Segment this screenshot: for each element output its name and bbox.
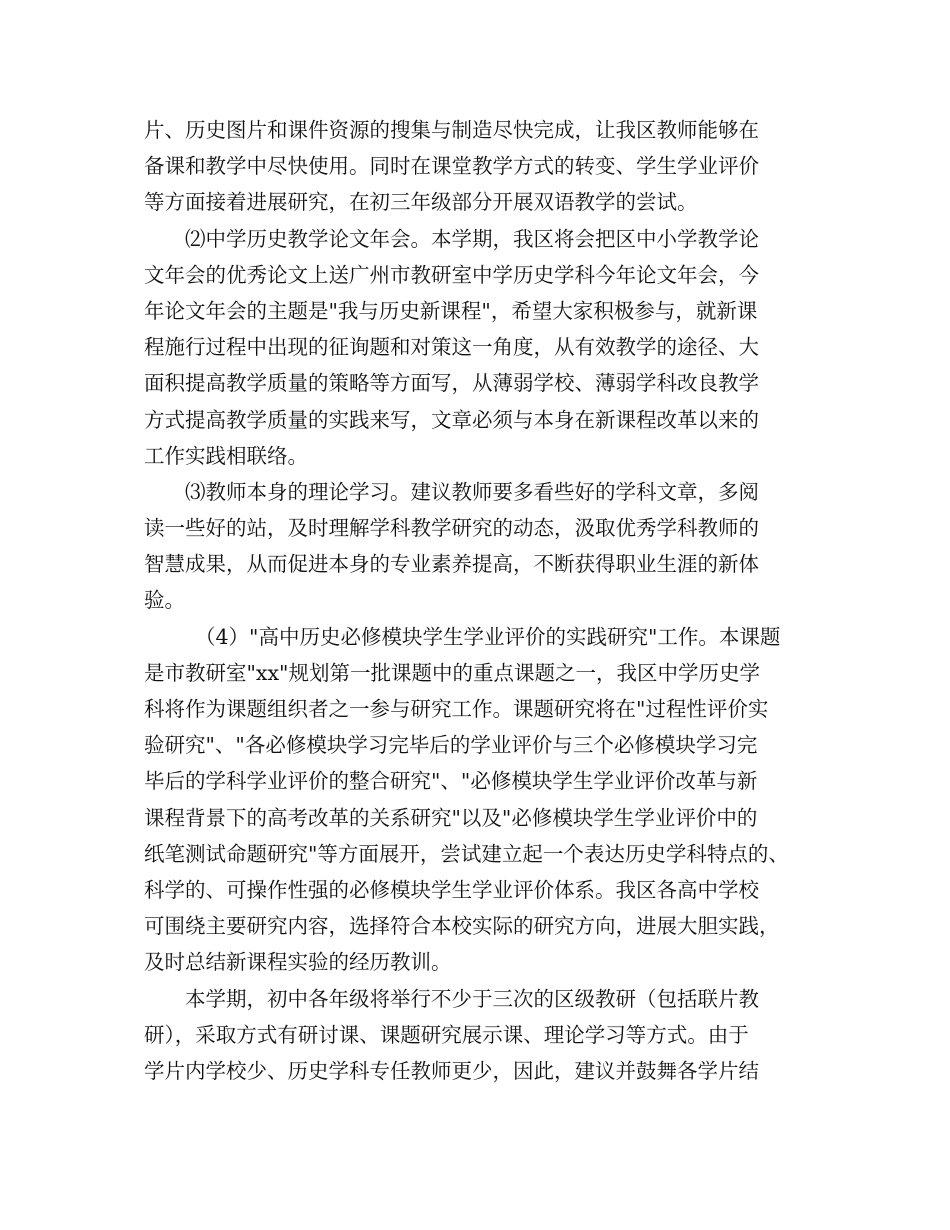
text-line: 是市教研室"xx"规划第一批课题中的重点课题之一，我区中学历史学 [144, 660, 760, 685]
text-line: 片、历史图片和课件资源的搜集与制造尽快完成，让我区教师能够在 [144, 118, 759, 142]
text-line: 及时总结新课程实验的经历教训。 [144, 950, 452, 975]
text-line: 科学的、可操作性强的必修模块学生学业评价体系。我区各高中学校 [144, 877, 759, 902]
paragraph-4-start: （4）"高中历史必修模块学生学业评价的实践研究"工作。本课题 [195, 624, 781, 649]
text-line: 可围绕主要研究内容，选择符合本校实际的研究方向，进展大胆实践， [144, 914, 780, 939]
paragraph-3-start: ⑶教师本身的理论学习。建议教师要多看些好的学科文章，多阅 [185, 479, 759, 504]
text-line: 面积提高教学质量的策略等方面写，从薄弱学校、薄弱学科改良教学 [144, 371, 759, 396]
text-line: 程施行过程中出现的征询题和对策这一角度，从有效教学的途径、大 [144, 335, 759, 360]
text-line: 验研究"、"各必修模块学习完毕后的学业评价与三个必修模块学习完 [144, 733, 758, 758]
text-line: 等方面接着进展研究，在初三年级部分开展双语教学的尝试。 [144, 190, 698, 215]
text-line: 验。 [144, 588, 185, 613]
text-line: 备课和教学中尽快使用。同时在课堂教学方式的转变、学生学业评价 [144, 154, 759, 179]
body-text [144, 112, 834, 1089]
text-line: 研），采取方式有研讨课、课题研究展示课、理论学习等方式。由于 [144, 1022, 749, 1047]
text-line: 智慧成果，从而促进本身的专业素养提高，不断获得职业生涯的新体 [144, 552, 759, 577]
text-line: 毕后的学科学业评价的整合研究"、"必修模块学生学业评价改革与新 [144, 769, 758, 794]
paragraph-5-start: 本学期，初中各年级将举行不少于三次的区级教研（包括联片教 [185, 986, 759, 1011]
text-line: 学片内学校少、历史学科专任教师更少，因此，建议并鼓舞各学片结 [144, 1058, 759, 1083]
text-line: 文年会的优秀论文上送广州市教研室中学历史学科今年论文年会，今 [144, 262, 759, 287]
text-line: 课程背景下的高考改革的关系研究"以及"必修模块学生学业评价中的 [144, 805, 758, 830]
text-line: 读一些好的站，及时理解学科教学研究的动态，汲取优秀学科教师的 [144, 516, 759, 541]
text-line: 年论文年会的主题是"我与历史新课程"，希望大家积极参与，就新课 [144, 298, 758, 323]
text-line: 方式提高教学质量的实践来写，文章必须与本身在新课程改革以来的 [144, 407, 759, 432]
text-line: 工作实践相联络。 [144, 443, 308, 468]
text-line: 纸笔测试命题研究"等方面展开，尝试建立起一个表达历史学科特点的、 [144, 841, 789, 866]
paragraph-2-start: ⑵中学历史教学论文年会。本学期，我区将会把区中小学教学论 [185, 226, 759, 251]
text-line: 科将作为课题组织者之一参与研究工作。课题研究将在"过程性评价实 [144, 697, 769, 721]
